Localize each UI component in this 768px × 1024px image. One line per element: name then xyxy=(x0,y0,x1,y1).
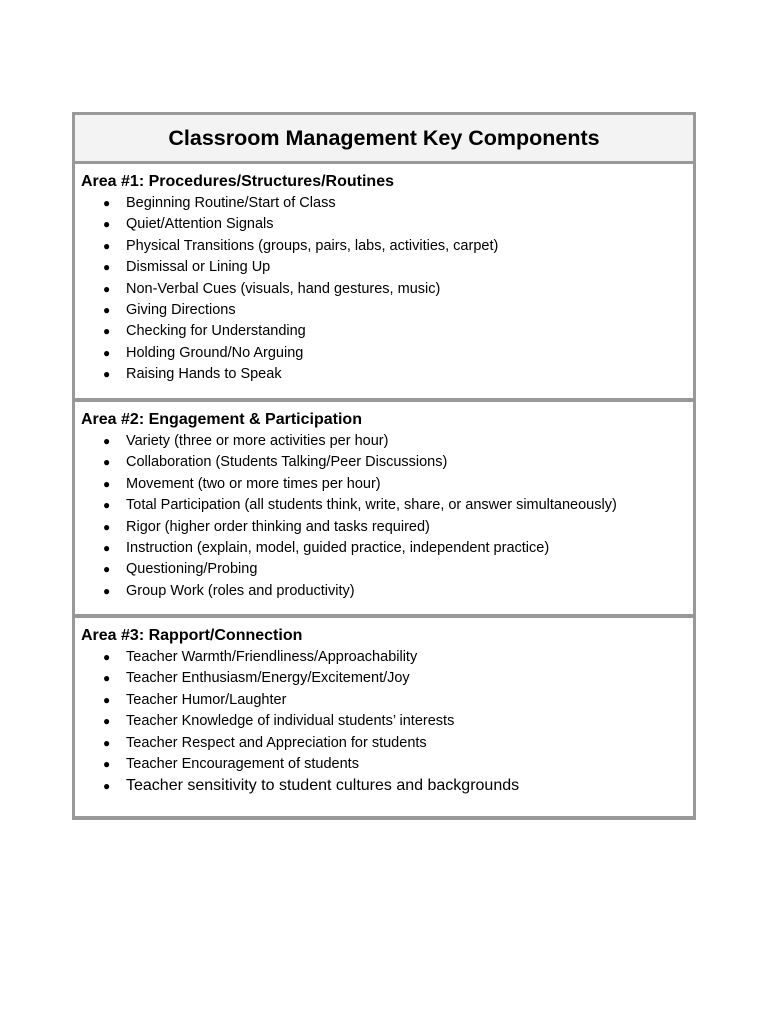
list-item xyxy=(81,711,693,732)
bullet-icon: ● xyxy=(103,650,111,664)
list-item xyxy=(81,431,693,452)
list-item-text: Teacher Warmth/Friendliness/Approachability xyxy=(126,649,418,665)
list-item xyxy=(81,495,693,516)
list-item-text: Giving Directions xyxy=(126,302,236,319)
list-item xyxy=(81,647,693,668)
bullet-icon: ● xyxy=(103,583,111,598)
bullet-icon: ● xyxy=(103,281,111,296)
list-item-text: Collaboration (Students Talking/Peer Discussions) xyxy=(126,454,448,471)
list-item xyxy=(81,279,693,300)
list-item-text: Questioning/Probing xyxy=(126,561,258,578)
list-item-text: Rigor (higher order thinking and tasks required) xyxy=(126,518,430,535)
list-item xyxy=(81,452,693,473)
list-item xyxy=(81,690,693,711)
list-item-text: Raising Hands to Speak xyxy=(126,366,282,383)
list-item xyxy=(81,343,693,364)
list-item xyxy=(81,364,693,385)
list-item-text: Physical Transitions (groups, pairs, labs, activities, carpet) xyxy=(126,237,499,254)
bullet-icon: ● xyxy=(103,455,111,470)
list-item-text: Holding Ground/No Arguing xyxy=(126,344,304,361)
bullet-icon: ● xyxy=(103,714,111,729)
area-item-list xyxy=(81,431,693,602)
bullet-icon: ● xyxy=(103,562,111,577)
list-item xyxy=(81,193,693,214)
area-procedures xyxy=(75,164,693,402)
list-item xyxy=(81,559,693,580)
bullet-icon: ● xyxy=(103,324,111,339)
components-table xyxy=(72,112,696,820)
list-item-text: Beginning Routine/Start of Class xyxy=(126,195,336,211)
bullet-icon: ● xyxy=(103,519,111,534)
list-item-text: Teacher Encouragement of students xyxy=(126,756,359,773)
bullet-icon: ● xyxy=(103,345,111,360)
bullet-icon: ● xyxy=(103,260,111,275)
document-title: Classroom Management Key Components xyxy=(168,125,600,150)
list-item-text: Total Participation (all students think, write, share, or answer simultaneously) xyxy=(126,497,617,514)
list-item xyxy=(81,474,693,495)
list-item xyxy=(81,236,693,257)
list-item xyxy=(81,775,693,797)
bullet-icon: ● xyxy=(103,217,111,232)
list-item xyxy=(81,300,693,321)
bullet-icon: ● xyxy=(103,692,111,707)
list-item xyxy=(81,321,693,342)
area-rapport xyxy=(75,618,693,820)
list-item xyxy=(81,733,693,754)
list-item-text: Teacher Enthusiasm/Energy/Excitement/Joy xyxy=(126,670,410,687)
bullet-icon: ● xyxy=(103,671,111,686)
bullet-icon: ● xyxy=(103,238,111,253)
bullet-icon: ● xyxy=(103,367,111,382)
list-item-text: Group Work (roles and productivity) xyxy=(126,582,355,599)
area-item-list xyxy=(81,193,693,386)
list-item-text: Non-Verbal Cues (visuals, hand gestures, music) xyxy=(126,280,441,297)
list-item-text: Instruction (explain, model, guided practice, independent practice) xyxy=(126,540,550,557)
area-heading: Area #2: Engagement & Participation xyxy=(81,411,362,428)
area-engagement xyxy=(75,402,693,618)
bullet-icon: ● xyxy=(103,196,111,210)
list-item xyxy=(81,517,693,538)
title-row xyxy=(75,112,693,164)
list-item-text: Teacher sensitivity to student cultures and backgrounds xyxy=(126,777,520,795)
list-item-text: Quiet/Attention Signals xyxy=(126,216,274,233)
list-item-text: Teacher Knowledge of individual students’ interests xyxy=(126,713,455,730)
area-heading: Area #3: Rapport/Connection xyxy=(81,627,303,644)
list-item xyxy=(81,668,693,689)
list-item-text: Dismissal or Lining Up xyxy=(126,259,271,276)
list-item-text: Teacher Humor/Laughter xyxy=(126,691,287,708)
area-heading: Area #1: Procedures/Structures/Routines xyxy=(81,173,394,190)
bullet-icon: ● xyxy=(103,434,111,448)
list-item xyxy=(81,257,693,278)
bullet-icon: ● xyxy=(103,779,111,794)
bullet-icon: ● xyxy=(103,303,111,318)
list-item xyxy=(81,581,693,602)
list-item xyxy=(81,754,693,775)
list-item-text: Movement (two or more times per hour) xyxy=(126,475,381,492)
list-item-text: Checking for Understanding xyxy=(126,323,306,340)
list-item xyxy=(81,214,693,235)
bullet-icon: ● xyxy=(103,735,111,750)
list-item-text: Variety (three or more activities per hour) xyxy=(126,433,389,449)
bullet-icon: ● xyxy=(103,757,111,772)
list-item xyxy=(81,538,693,559)
bullet-icon: ● xyxy=(103,498,111,513)
bullet-icon: ● xyxy=(103,476,111,491)
list-item-text: Teacher Respect and Appreciation for students xyxy=(126,734,427,751)
bullet-icon: ● xyxy=(103,541,111,556)
area-item-list xyxy=(81,647,693,797)
